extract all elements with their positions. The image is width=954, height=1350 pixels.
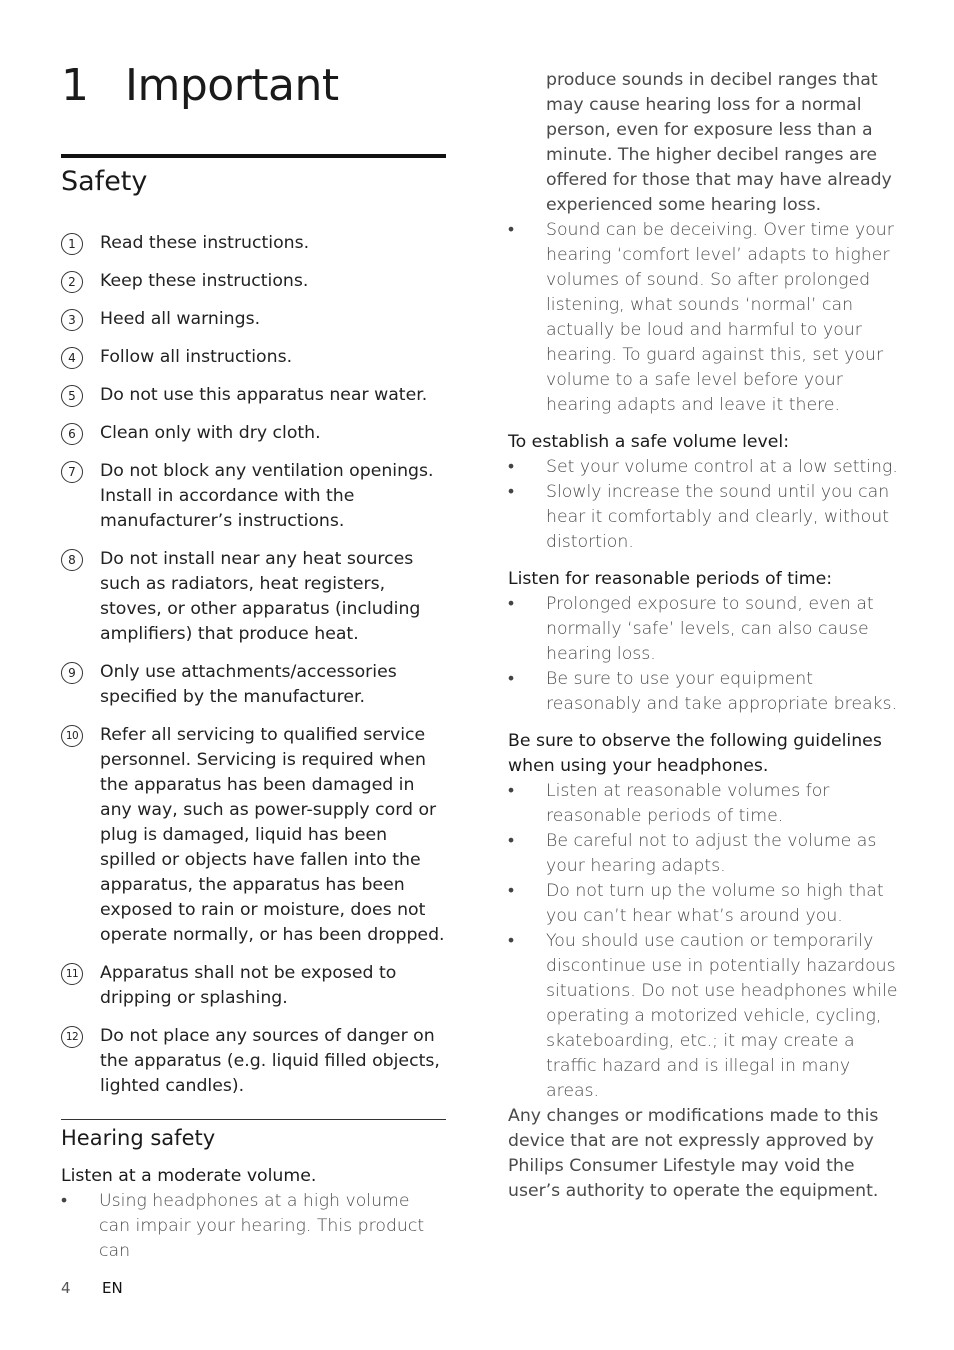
item-text: Read these instructions. [100,233,310,253]
item-number-badge: 4 [61,347,83,369]
section-divider-thick [61,154,446,158]
list-item [508,480,908,555]
section-divider-thin [61,1119,446,1120]
right-column [508,68,908,1204]
item-text: Listen at reasonable volumes for reasonable periods of time. [546,781,830,826]
page-number: 4 [61,1279,71,1297]
item-text: Do not use this apparatus near water. [100,385,428,405]
chapter-heading [61,60,446,126]
item-text: Slowly increase the sound until you can hear it comfortably and clearly, without distortion. [546,482,890,552]
list-item [61,307,446,332]
list-item [61,961,446,1011]
list-item [508,779,908,829]
item-number-badge: 5 [61,385,83,407]
hearing-safety-title: Hearing safety [61,1126,216,1150]
item-number-badge: 12 [61,1026,83,1048]
item-number-badge: 2 [61,271,83,293]
list-item [61,547,446,647]
bullet-glyph: • [508,482,515,502]
safety-title: Safety [61,166,148,197]
bullet-glyph: • [508,931,515,951]
item-text: Sound can be deceiving. Over time your hearing ‘comfort level’ adapts to higher volumes of sound. So after prolonged listening, what sounds ‘normal’ can actually be loud and harmful to your hearing. To guard against this, set your volume to a safe level before your hearing adapts and leave it there. [546,220,894,415]
guidelines-lead: Be sure to observe the following guidelines when using your headphones. [508,731,882,776]
periods-list [508,592,908,717]
item-number-badge: 10 [61,725,83,747]
list-item [508,879,908,929]
guidelines-list [508,779,908,1104]
list-item [61,660,446,710]
item-text: Keep these instructions. [100,271,309,291]
item-text: Do not install near any heat sources such as radiators, heat registers, stoves, or other apparatus (including amplifiers) that produce heat. [100,549,421,644]
item-text: Refer all servicing to qualified service personnel. Servicing is required when the apparatus has been damaged in any way, such as power-supply cord or plug is damaged, liquid has been spilled or objects have fallen into the apparatus, the apparatus has been exposed to rain or moisture, does not operate normally, or has been dropped. [100,725,445,945]
item-text: Be careful not to adjust the volume as your hearing adapts. [546,831,877,876]
language-code: EN [102,1279,123,1297]
item-text: Be sure to use your equipment reasonably and take appropriate breaks. [546,669,898,714]
item-text: Do not turn up the volume so high that you can’t hear what’s around you. [546,881,884,926]
item-number-badge: 7 [61,461,83,483]
item-text: Clean only with dry cloth. [100,423,321,443]
item-text: You should use caution or temporarily discontinue use in potentially hazardous situations. Do not use headphones while operating a motorized vehicle, cycling, skateboarding, etc.; it may create a traffic hazard and is illegal in many areas. [546,931,898,1101]
bullet-glyph: • [508,457,515,477]
item-number-badge: 3 [61,309,83,331]
closing-paragraph: Any changes or modifications made to this device that are not expressly approved by Philips Consumer Lifestyle may void the user’s authority to operate the equipment. [508,1106,879,1201]
bullet-glyph: • [508,831,515,851]
periods-lead: Listen for reasonable periods of time: [508,569,833,589]
bullet-glyph: • [508,669,515,689]
list-item [61,1024,446,1099]
list-item [61,1189,446,1264]
bullet-glyph: • [508,220,515,240]
chapter-title: Important [125,60,339,111]
list-item [508,218,908,418]
list-item [508,829,908,879]
item-text: Set your volume control at a low setting. [546,457,898,477]
item-number-badge: 8 [61,549,83,571]
bullet-glyph: • [508,781,515,801]
list-item [61,231,446,256]
page-footer [61,1279,123,1297]
item-text: Only use attachments/accessories specified by the manufacturer. [100,662,397,707]
establish-lead: To establish a safe volume level: [508,432,790,452]
hearing-bullets-cont [508,218,908,418]
left-column [61,60,446,1264]
bullet-glyph: • [508,594,515,614]
list-item [508,455,908,480]
establish-list [508,455,908,555]
list-item [61,421,446,446]
bullet-glyph: • [61,1191,68,1211]
chapter-number: 1 [61,60,89,111]
item-number-badge: 1 [61,233,83,255]
list-item [61,269,446,294]
item-text: Prolonged exposure to sound, even at normally ‘safe’ levels, can also cause hearing loss. [546,594,874,664]
list-item [508,929,908,1104]
item-text: Follow all instructions. [100,347,293,367]
hearing-bullets-start [61,1189,446,1264]
item-text: Using headphones at a high volume can impair your hearing. This product can [99,1191,425,1261]
list-item [508,592,908,667]
item-number-badge: 6 [61,423,83,445]
item-number-badge: 11 [61,963,83,985]
item-text: Heed all warnings. [100,309,261,329]
item-number-badge: 9 [61,662,83,684]
list-item [61,459,446,534]
item-text: Apparatus shall not be exposed to dripping or splashing. [100,963,397,1008]
item-text: Do not block any ventilation openings. Install in accordance with the manufacturer’s instructions. [100,461,434,531]
list-item [61,383,446,408]
safety-list [61,231,446,1099]
list-item [61,723,446,948]
item-text: Do not place any sources of danger on the apparatus (e.g. liquid filled objects, lighted candles). [100,1026,440,1096]
moderate-volume-lead: Listen at a moderate volume. [61,1166,317,1186]
bullet-continuation: produce sounds in decibel ranges that may cause hearing loss for a normal person, even for exposure less than a minute. The higher decibel ranges are offered for those that may have already experienced some hearing loss. [546,70,892,215]
list-item [508,667,908,717]
bullet-glyph: • [508,881,515,901]
list-item [61,345,446,370]
